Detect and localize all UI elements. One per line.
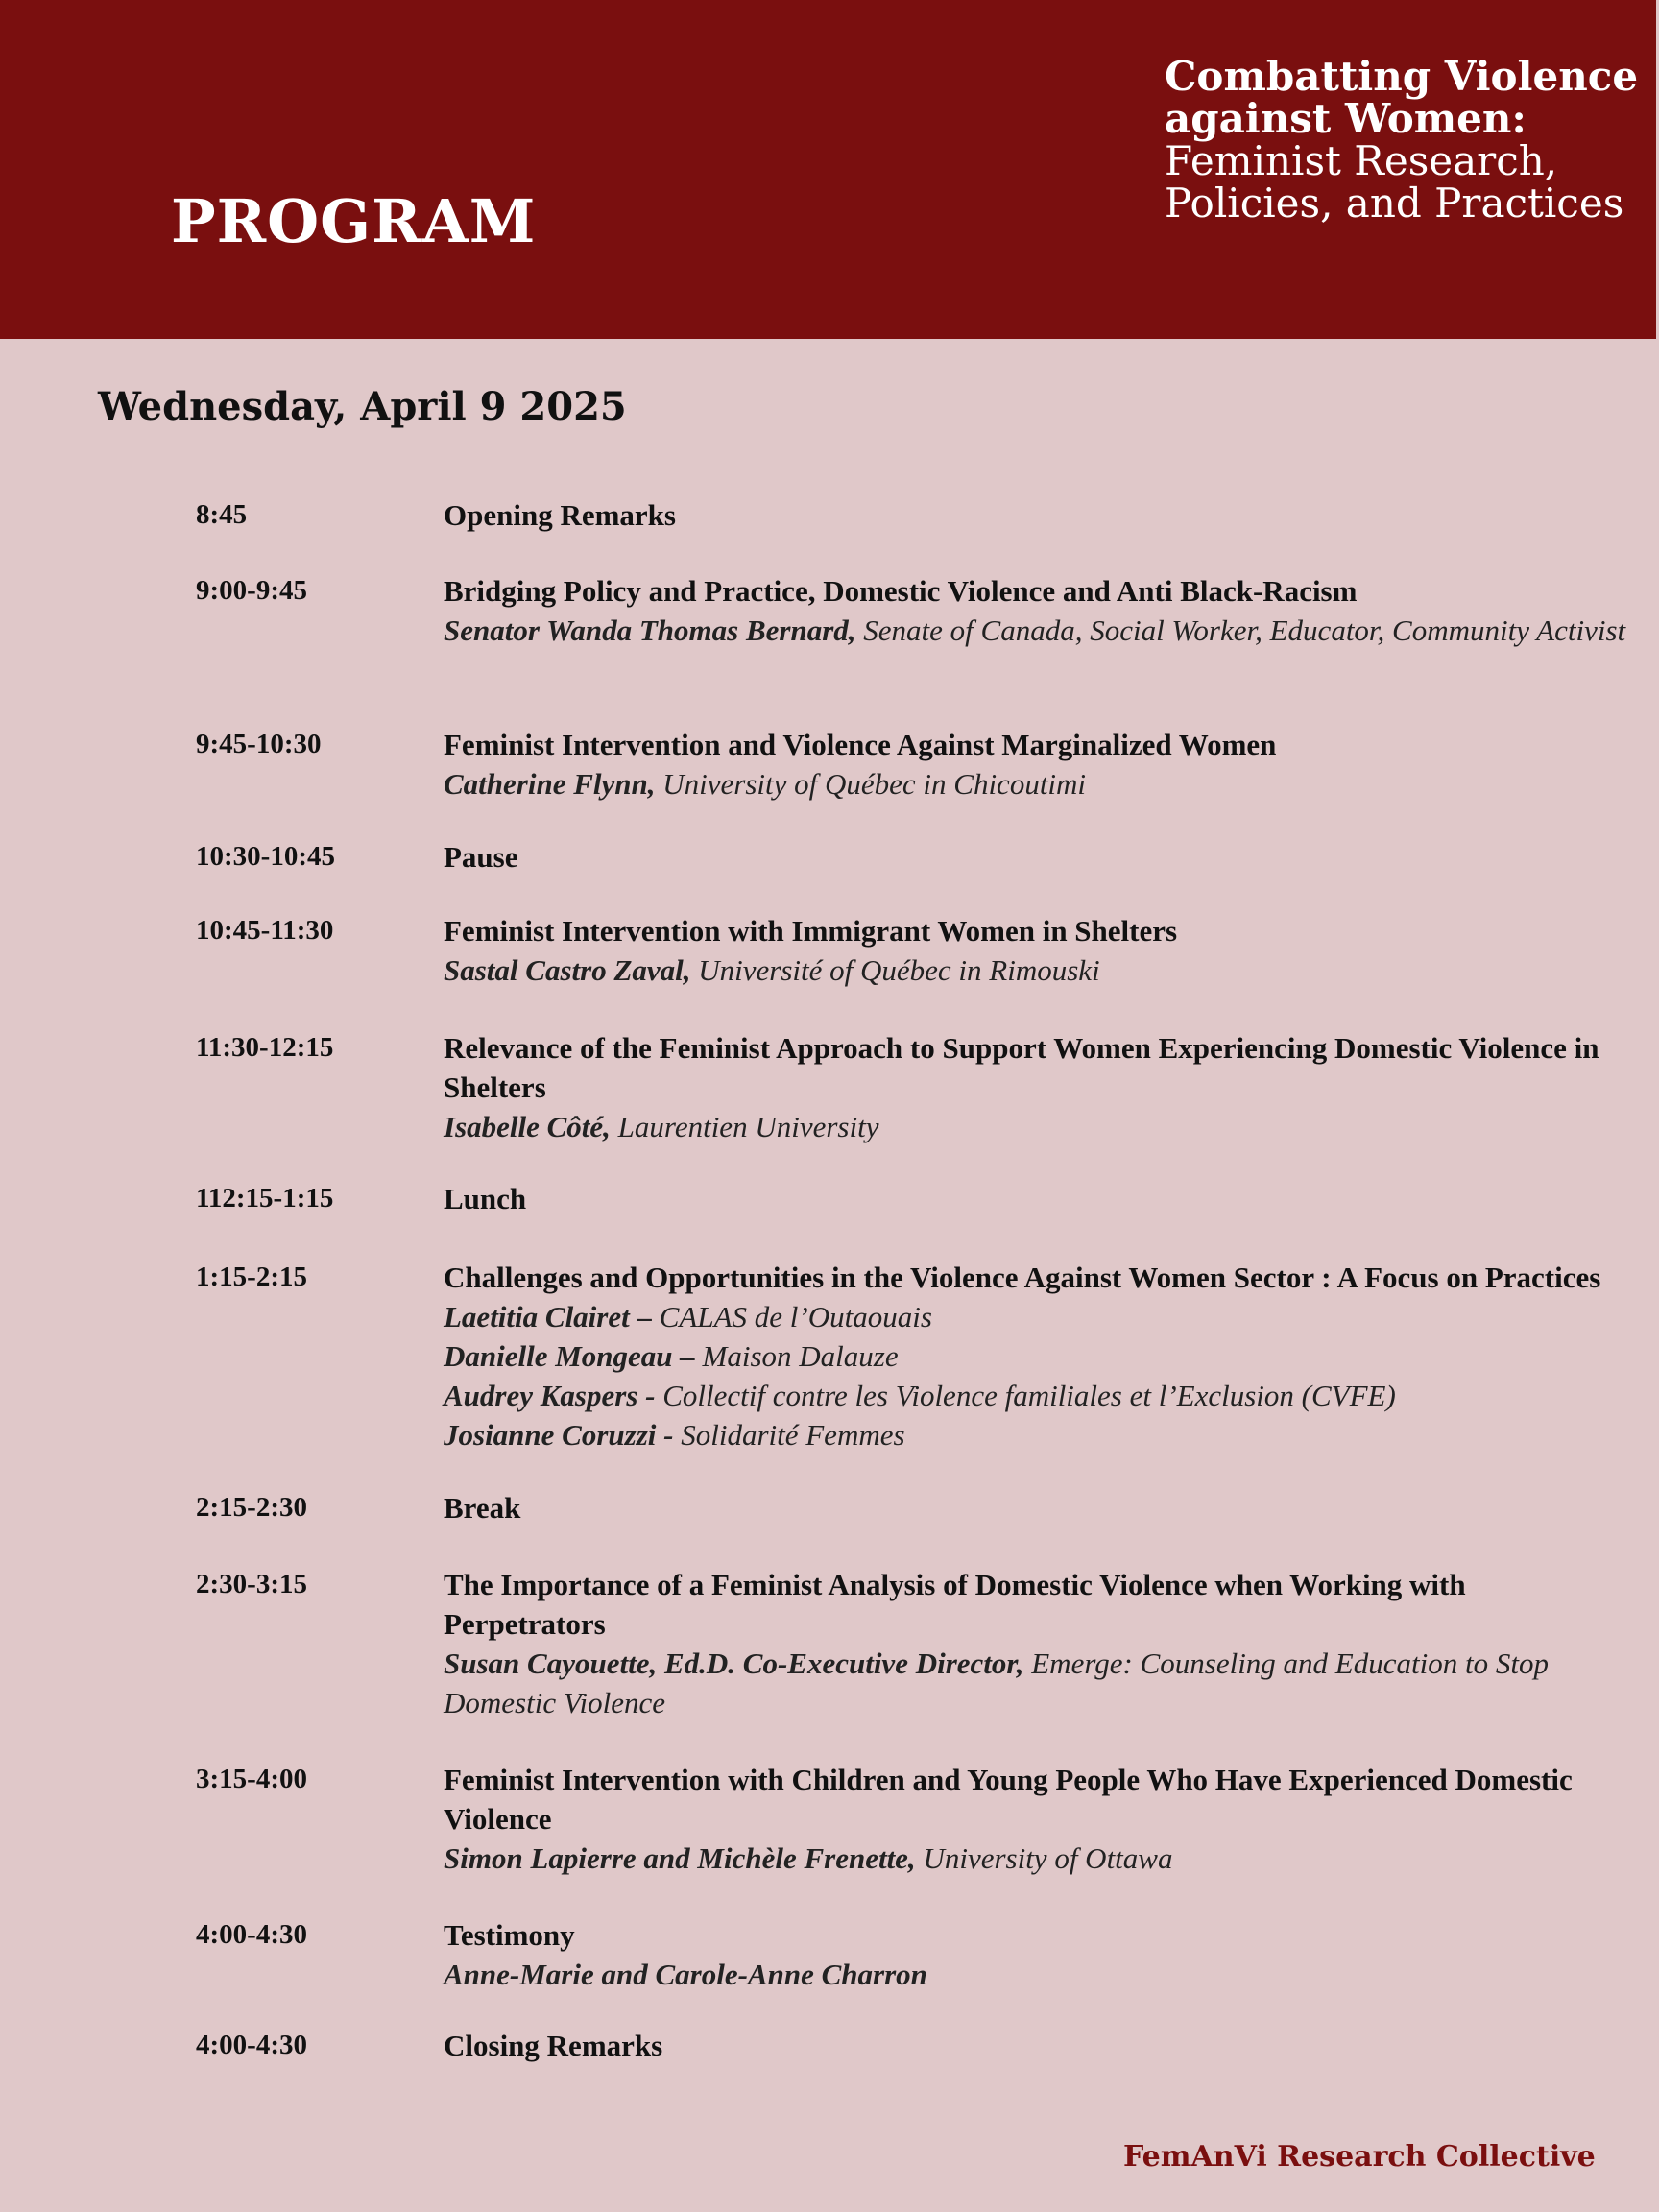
speaker-affiliation: Solidarité Femmes: [673, 1418, 905, 1452]
entry-content: [444, 1565, 1634, 1722]
speaker-line: [444, 950, 1634, 990]
entry-time: 4:00-4:30: [196, 2030, 307, 2060]
conference-title: [1165, 53, 1645, 227]
speaker-affiliation: University of Ottawa: [915, 1841, 1173, 1875]
entry-time: 1:15-2:15: [196, 1262, 307, 1292]
session-title: Pause: [444, 840, 518, 874]
speaker-line: [444, 1107, 1634, 1146]
speaker-affiliation: Laurentien University: [610, 1110, 879, 1143]
speaker-line: [444, 1376, 1634, 1415]
entry-time: 8:45: [196, 499, 248, 530]
speaker-affiliation: CALAS de l’Outaouais: [652, 1300, 932, 1334]
speaker-name: Susan Cayouette, Ed.D. Co-Executive Director,: [444, 1647, 1024, 1680]
entry-time: 9:00-9:45: [196, 575, 307, 606]
speaker-line: [444, 1415, 1634, 1455]
entry-content: [444, 2026, 1634, 2065]
header-banner: [0, 0, 1656, 339]
entry-time: 10:30-10:45: [196, 841, 335, 872]
speaker-affiliation: Emerge: Counseling and Education to Stop Domestic Violence: [444, 1647, 1549, 1719]
speaker-name: Anne-Marie and Carole-Anne Charron: [444, 1958, 927, 1991]
speaker-affiliation: Collectif contre les Violence familiales et l’Exclusion (CVFE): [655, 1379, 1396, 1412]
session-title: Relevance of the Feminist Approach to Support Women Experiencing Domestic Violence in Shelters: [444, 1031, 1599, 1104]
entry-content: [444, 1028, 1634, 1146]
entry-time: 4:00-4:30: [196, 1919, 307, 1950]
day-heading: Wednesday, April 9 2025: [98, 384, 627, 429]
speaker-affiliation: Maison Dalauze: [694, 1339, 899, 1373]
speaker-name: Catherine Flynn,: [444, 767, 656, 801]
speaker-name: Audrey Kaspers -: [444, 1379, 656, 1412]
entry-content: [444, 725, 1634, 804]
speaker-name: Senator Wanda Thomas Bernard,: [444, 613, 856, 647]
entry-content: [444, 495, 1634, 535]
entry-content: [444, 837, 1634, 877]
entry-content: [444, 1760, 1634, 1878]
session-title: Closing Remarks: [444, 2029, 663, 2062]
conference-title-rest: Feminist Research, Policies, and Practices: [1165, 137, 1624, 227]
footer-collective: FemAnVi Research Collective: [1123, 2140, 1596, 2174]
entry-content: [444, 1915, 1634, 1994]
speaker-line: [444, 764, 1634, 804]
speaker-line: [444, 1336, 1634, 1376]
session-title: Bridging Policy and Practice, Domestic Violence and Anti Black-Racism: [444, 574, 1358, 608]
speaker-name: Sastal Castro Zaval,: [444, 953, 691, 987]
session-title: Challenges and Opportunities in the Violence Against Women Sector : A Focus on Practices: [444, 1261, 1601, 1294]
entry-time: 10:45-11:30: [196, 915, 334, 946]
entry-time: 2:30-3:15: [196, 1569, 307, 1599]
speaker-line: [444, 1297, 1634, 1336]
entry-time: 9:45-10:30: [196, 729, 322, 759]
speaker-line: [444, 1839, 1634, 1878]
program-title: PROGRAM: [171, 186, 537, 256]
entry-content: [444, 911, 1634, 990]
entry-content: [444, 1179, 1634, 1218]
speaker-affiliation: Senate of Canada, Social Worker, Educator, Community Activist: [855, 613, 1626, 647]
speaker-line: [444, 611, 1634, 650]
session-title: Feminist Intervention with Immigrant Women in Shelters: [444, 914, 1178, 948]
session-title: Break: [444, 1491, 521, 1525]
speaker-name: Josianne Coruzzi -: [444, 1418, 674, 1452]
entry-time: 11:30-12:15: [196, 1032, 334, 1063]
entry-content: [444, 571, 1634, 650]
speaker-affiliation: University of Québec in Chicoutimi: [655, 767, 1087, 801]
session-title: Feminist Intervention and Violence Against Marginalized Women: [444, 728, 1277, 761]
session-title: Testimony: [444, 1918, 575, 1952]
entry-time: 3:15-4:00: [196, 1764, 307, 1794]
speaker-name: Isabelle Côté,: [444, 1110, 611, 1143]
session-title: Feminist Intervention with Children and Young People Who Have Experienced Domestic Violence: [444, 1763, 1573, 1836]
conference-title-bold: Combatting Violence against Women:: [1165, 53, 1639, 142]
entry-time: 2:15-2:30: [196, 1492, 307, 1523]
speaker-name: Danielle Mongeau –: [444, 1339, 695, 1373]
session-title: Lunch: [444, 1182, 527, 1215]
session-title: The Importance of a Feminist Analysis of Domestic Violence when Working with Perpetrators: [444, 1568, 1466, 1641]
speaker-line: [444, 1955, 1634, 1994]
session-title: Opening Remarks: [444, 498, 676, 532]
speaker-name: Laetitia Clairet –: [444, 1300, 652, 1334]
entry-content: [444, 1258, 1634, 1455]
entry-content: [444, 1488, 1634, 1527]
speaker-name: Simon Lapierre and Michèle Frenette,: [444, 1841, 916, 1875]
speaker-line: [444, 1644, 1634, 1722]
entry-time: 112:15-1:15: [196, 1183, 334, 1214]
speaker-affiliation: Université of Québec in Rimouski: [690, 953, 1100, 987]
